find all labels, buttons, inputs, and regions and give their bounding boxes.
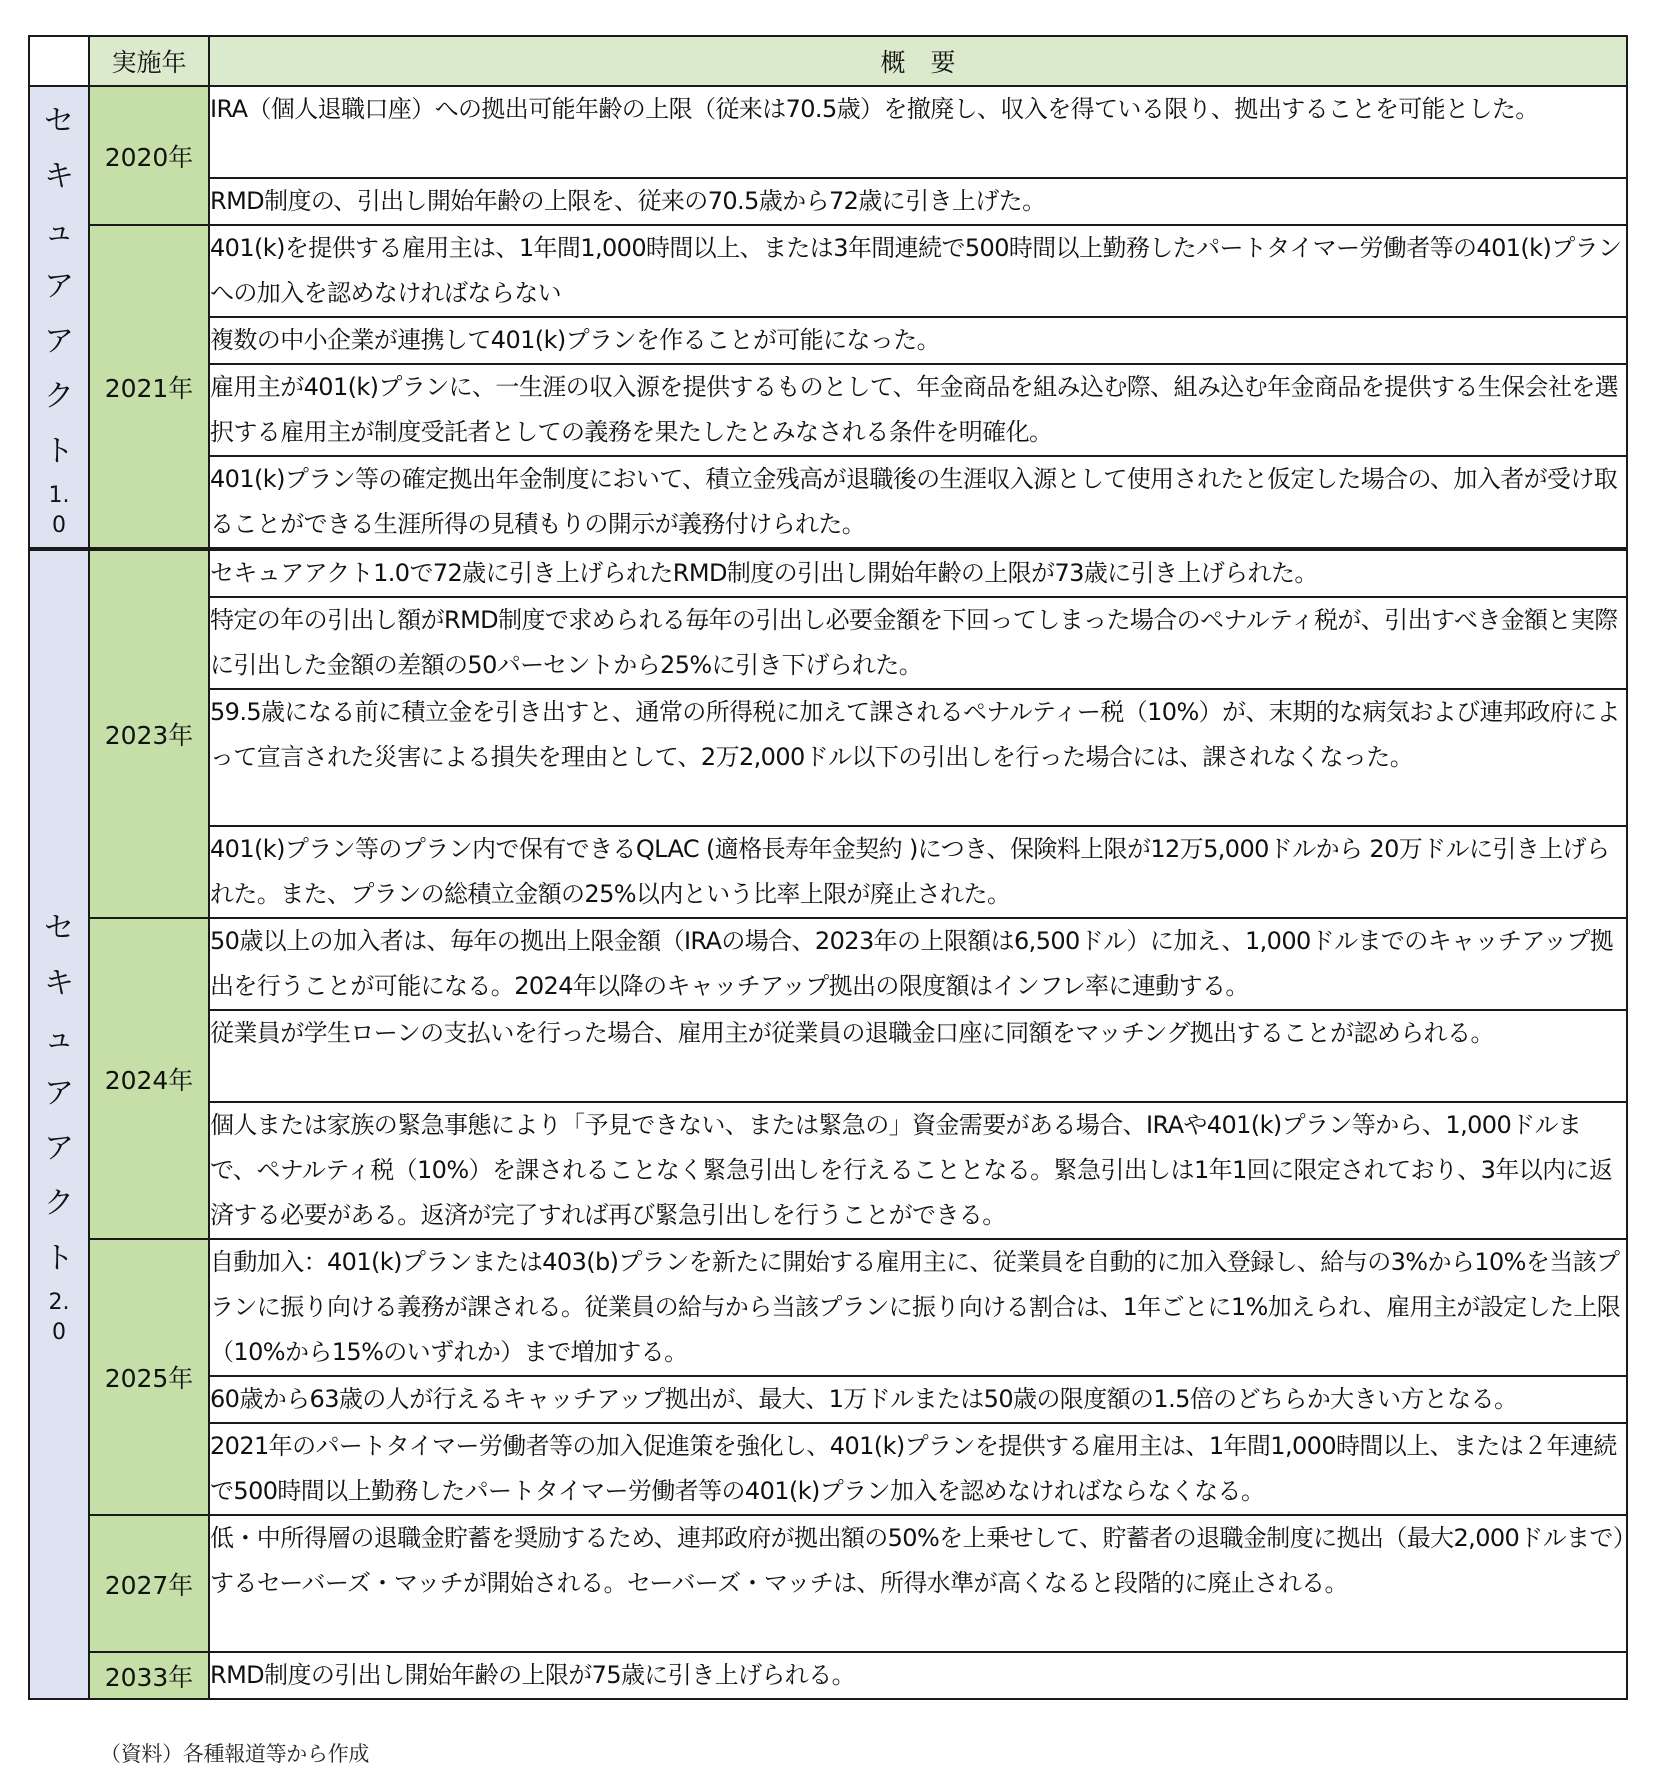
summary-cell: 401(k)を提供する雇用主は、1年間1,000時間以上、または3年間連続で500時間以上勤務したパートタイマー労働者等の401(k)プランへの加入を認めなければならない (209, 225, 1627, 317)
year-cell-2033: 2033年 (89, 1652, 209, 1699)
year-cell-2024: 2024年 (89, 918, 209, 1239)
summary-cell: 401(k)プラン等のプラン内で保有できるQLAC (適格長寿年金契約 )につき、保険料上限が12万5,000ドルから 20万ドルに引き上げられた。また、プランの総積立金額の25%以内という比率上限が廃止された。 (209, 826, 1627, 918)
table-row (29, 86, 1627, 178)
year-cell-2020: 2020年 (89, 86, 209, 225)
table-row (29, 597, 1627, 689)
summary-cell: 低・中所得層の退職金貯蓄を奨励するため、連邦政府が拠出額の50%を上乗せして、貯蓄者の退職金制度に拠出（最大2,000ドルまで）するセーバーズ・マッチが開始される。セーバーズ・マッチは、所得水準が高くなると段階的に廃止される。 (209, 1515, 1627, 1652)
table-row (29, 1376, 1627, 1423)
table-row (29, 1515, 1627, 1652)
table-row (29, 826, 1627, 918)
table-row (29, 1239, 1627, 1376)
summary-cell: 複数の中小企業が連携して401(k)プランを作ることが可能になった。 (209, 317, 1627, 364)
table-row (29, 178, 1627, 225)
group-name: セキュアアクト (44, 911, 74, 1276)
header-summary: 概 要 (209, 36, 1627, 86)
group-version: 1.0 (48, 482, 70, 538)
header-row (29, 36, 1627, 86)
summary-cell: RMD制度の、引出し開始年齢の上限を、従来の70.5歳から72歳に引き上げた。 (209, 178, 1627, 225)
summary-cell: 特定の年の引出し額がRMD制度で求められる毎年の引出し必要金額を下回ってしまった場合のペナルティ税が、引出すべき金額と実際に引出した金額の差額の50パーセントから25%に引き下げられた。 (209, 597, 1627, 689)
summary-cell: 60歳から63歳の人が行えるキャッチアップ拠出が、最大、1万ドルまたは50歳の限度額の1.5倍のどちらか大きい方となる。 (209, 1376, 1627, 1423)
secure-act-table (28, 35, 1628, 1700)
group-label-secure-act-1 (29, 86, 89, 549)
table-row (29, 1423, 1627, 1515)
header-corner-cell (29, 36, 89, 86)
summary-cell: 個人または家族の緊急事態により「予見できない、または緊急の」資金需要がある場合、IRAや401(k)プラン等から、1,000ドルまで、ペナルティ税（10%）を課されることなく緊急引出しを行えることとなる。緊急引出しは1年1回に限定されており、3年以内に返済する必要がある。返済が完了すれば再び緊急引出しを行うことができる。 (209, 1102, 1627, 1239)
group-name: セキュアアクト (44, 103, 74, 469)
table-row (29, 225, 1627, 317)
summary-cell: IRA（個人退職口座）への拠出可能年齢の上限（従来は70.5歳）を撤廃し、収入を得ている限り、拠出することを可能とした。 (209, 86, 1627, 178)
year-cell-2023: 2023年 (89, 549, 209, 918)
summary-cell: セキュアアクト1.0で72歳に引き上げられたRMD制度の引出し開始年齢の上限が73歳に引き上げられた。 (209, 549, 1627, 597)
summary-cell: 従業員が学生ローンの支払いを行った場合、雇用主が従業員の退職金口座に同額をマッチング拠出することが認められる。 (209, 1010, 1627, 1102)
table-row (29, 918, 1627, 1010)
table-row (29, 1652, 1627, 1699)
summary-cell: 401(k)プラン等の確定拠出年金制度において、積立金残高が退職後の生涯収入源として使用されたと仮定した場合の、加入者が受け取ることができる生涯所得の見積もりの開示が義務付けられた。 (209, 456, 1627, 549)
table-row (29, 364, 1627, 456)
table-row (29, 1010, 1627, 1102)
table-row (29, 317, 1627, 364)
summary-cell: 50歳以上の加入者は、毎年の拠出上限金額（IRAの場合、2023年の上限額は6,500ドル）に加え、1,000ドルまでのキャッチアップ拠出を行うことが可能になる。2024年以降のキャッチアップ拠出の限度額はインフレ率に連動する。 (209, 918, 1627, 1010)
summary-cell: 自動加入：401(k)プランまたは403(b)プランを新たに開始する雇用主に、従業員を自動的に加入登録し、給与の3%から10%を当該プランに振り向ける義務が課される。従業員の給与から当該プランに振り向ける割合は、1年ごとに1%加えられ、雇用主が設定した上限（10%から15%のいずれか）まで増加する。 (209, 1239, 1627, 1376)
header-year: 実施年 (89, 36, 209, 86)
summary-cell: 雇用主が401(k)プランに、一生涯の収入源を提供するものとして、年金商品を組み込む際、組み込む年金商品を提供する生保会社を選択する雇用主が制度受託者としての義務を果たしたとみなされる条件を明確化。 (209, 364, 1627, 456)
year-cell-2021: 2021年 (89, 225, 209, 549)
table-row (29, 1102, 1627, 1239)
year-cell-2025: 2025年 (89, 1239, 209, 1515)
summary-cell: 2021年のパートタイマー労働者等の加入促進策を強化し、401(k)プランを提供する雇用主は、1年間1,000時間以上、または２年連続で500時間以上勤務したパートタイマー労働者等の401(k)プラン加入を認めなければならなくなる。 (209, 1423, 1627, 1515)
group-version: 2.0 (48, 1290, 70, 1345)
table-row (29, 456, 1627, 549)
table-row (29, 549, 1627, 597)
year-cell-2027: 2027年 (89, 1515, 209, 1652)
table-row (29, 689, 1627, 826)
summary-cell: RMD制度の引出し開始年齢の上限が75歳に引き上げられる。 (209, 1652, 1627, 1699)
source-note: （資料）各種報道等から作成 (100, 1742, 370, 1766)
summary-cell: 59.5歳になる前に積立金を引き出すと、通常の所得税に加えて課されるペナルティー税（10%）が、末期的な病気および連邦政府によって宣言された災害による損失を理由として、2万2,000ドル以下の引出しを行った場合には、課されなくなった。 (209, 689, 1627, 826)
group-label-secure-act-2 (29, 549, 89, 1699)
